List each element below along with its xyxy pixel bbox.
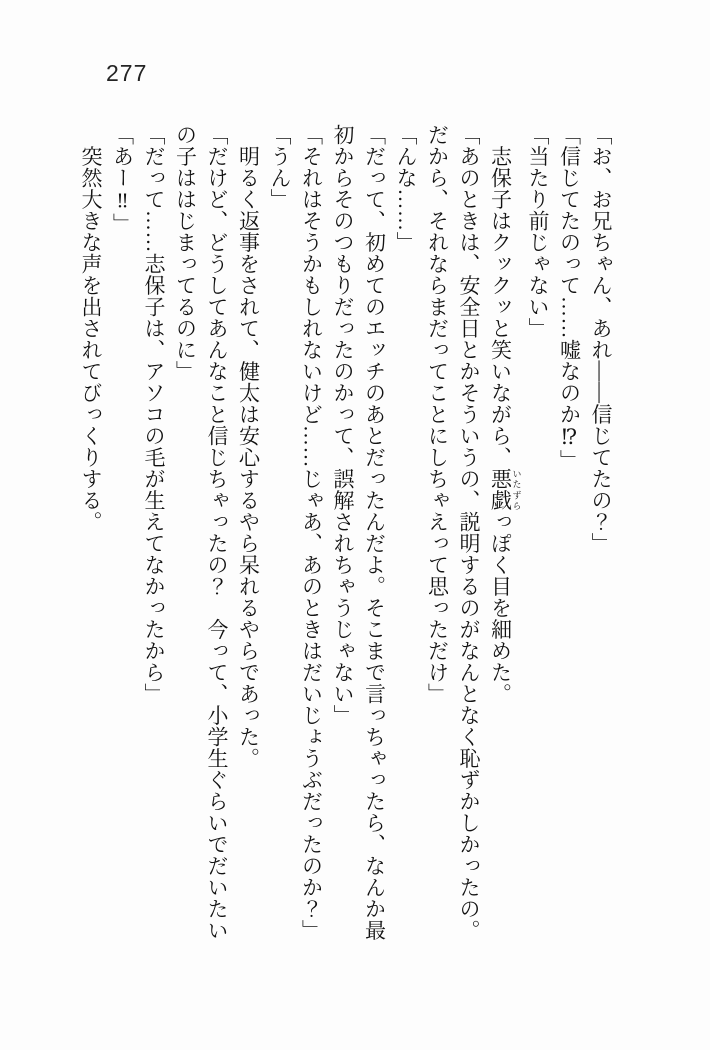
text-line: の子ははじまってるのに」 [173, 124, 198, 382]
text-line: 突然大きな声を出されてびっくりする。 [79, 124, 103, 533]
text-line: 明るく返事をされて、健太は安心するやら呆れるやらであった。 [236, 124, 261, 769]
text-line: 「うん」 [268, 124, 292, 210]
text-line: 「あのときは、安全日とかそういうの、説明するのがなんとなく恥ずかしかったの。 [457, 124, 481, 941]
text-line: 「だって、初めてのエッチのあとだったんだよ。そこまで言っちゃったら、なんか最 [362, 124, 387, 941]
text-line: だから、それならまだってことにしちゃえって思っただけ」 [425, 124, 450, 705]
text-line: 「信じてたのって……嘘なのか⁉」 [557, 124, 582, 471]
ruby-annotated-word: 悪戯 いたずら [488, 468, 522, 511]
text-line: 「それはそうかもしれないけど……じゃあ、あのときはだいじょうぶだったのか？」 [299, 124, 324, 941]
text-line: 「んな……」 [394, 124, 418, 253]
text-line: 「だけど、どうしてあんなこと信じちゃったの？ 今って、小学生ぐらいでだいたい [205, 124, 229, 941]
text-line: 「お、お兄ちゃん、あれ――信じてたの？」 [589, 124, 613, 554]
text-line: 「あー‼」 [110, 124, 135, 235]
text-line: 「当たり前じゃない」 [526, 124, 550, 339]
text-line: 「だって……志保子は、アソコの毛が生えてなかったから」 [142, 124, 166, 705]
text-line: 初からそのつもりだったのかって、誤解されちゃうじゃない」 [331, 124, 355, 726]
page-number: 277 [106, 60, 148, 86]
text-line: 志保子はクックッと笑いながら、悪戯 いたずらっぽく目を細めた。 [488, 124, 522, 705]
vertical-text-block [75, 124, 617, 982]
